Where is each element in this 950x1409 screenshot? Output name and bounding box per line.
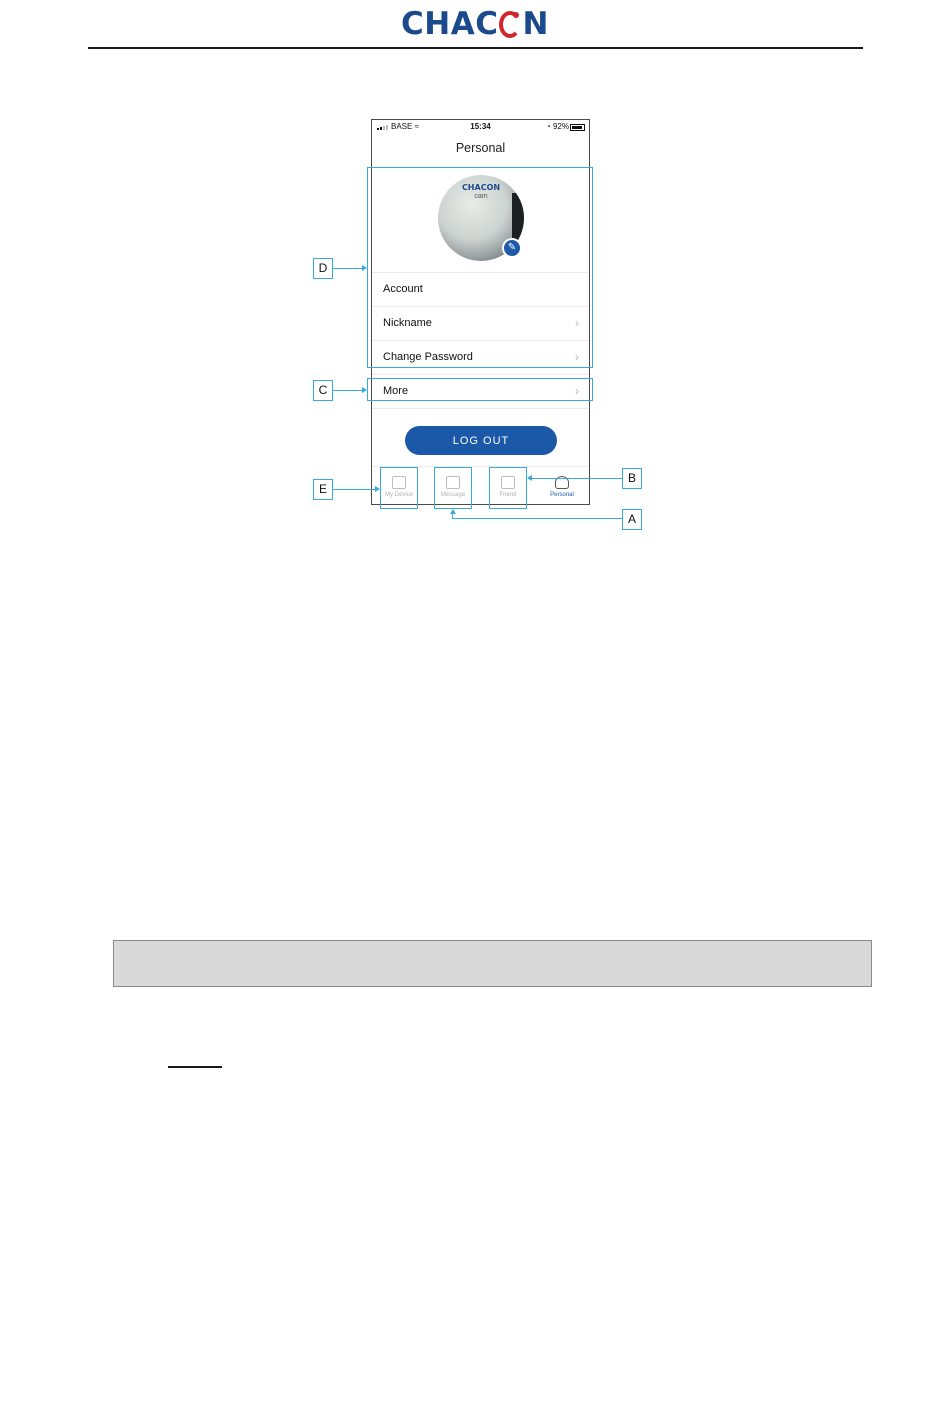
arrow-left-icon	[527, 475, 532, 481]
callout-line-d	[333, 268, 362, 269]
chevron-right-icon: ›	[575, 350, 579, 364]
callout-box-e	[380, 467, 418, 509]
chevron-right-icon: ›	[575, 316, 579, 330]
tab-friend-label: Friend	[499, 492, 517, 498]
callout-line-c	[333, 390, 362, 391]
callout-box-a	[434, 467, 472, 509]
battery-label: 92%	[552, 122, 569, 131]
tab-message-label: Message	[440, 492, 466, 498]
row-account-label: Account	[383, 283, 423, 295]
callout-tag-e: E	[313, 479, 333, 500]
row-nickname-label: Nickname	[383, 317, 432, 329]
brand-text-end: N	[522, 6, 549, 42]
edit-avatar-icon[interactable]: ✎	[502, 238, 522, 258]
status-time: 15:34	[470, 122, 491, 131]
screen-title: Personal	[455, 141, 506, 155]
brand-ring-icon	[499, 11, 521, 38]
avatar-sub: cam	[474, 193, 488, 200]
logout-button[interactable]: LOG OUT	[405, 426, 557, 455]
row-more-label: More	[383, 385, 409, 397]
brand-logo	[0, 6, 950, 42]
battery-icon	[570, 124, 585, 131]
arrow-right-icon	[362, 265, 367, 271]
arrow-right-icon	[375, 486, 380, 492]
callout-tag-d: D	[313, 258, 333, 279]
carrier-label: BASE	[391, 122, 413, 131]
brand-text-start: CHAC	[401, 6, 499, 42]
underline-mark	[168, 1066, 222, 1068]
battery-percent	[546, 122, 569, 131]
wifi-icon: ≈	[414, 122, 419, 131]
alarm-icon: ◔	[545, 122, 551, 131]
arrow-up-icon	[450, 509, 456, 514]
callout-line-e	[333, 489, 375, 490]
tab-personal[interactable]	[535, 467, 589, 505]
tab-personal-label: Personal	[550, 492, 574, 498]
callout-box-d	[367, 167, 593, 368]
callout-tag-a: A	[622, 509, 642, 530]
chevron-right-icon: ›	[575, 384, 579, 398]
callout-line-a	[453, 518, 622, 519]
note-box	[113, 940, 872, 987]
row-change-password-label: Change Password	[383, 351, 473, 363]
callout-box-c	[367, 378, 593, 401]
callout-tag-b: B	[622, 468, 642, 489]
header-rule	[88, 47, 863, 49]
arrow-right-icon	[362, 387, 367, 393]
callout-line-b	[532, 478, 622, 479]
callout-box-b	[489, 467, 527, 509]
status-bar	[372, 120, 589, 134]
avatar-logo: CHACON	[461, 183, 501, 192]
callout-tag-c: C	[313, 380, 333, 401]
tab-my-device-label: My Device	[384, 492, 413, 498]
